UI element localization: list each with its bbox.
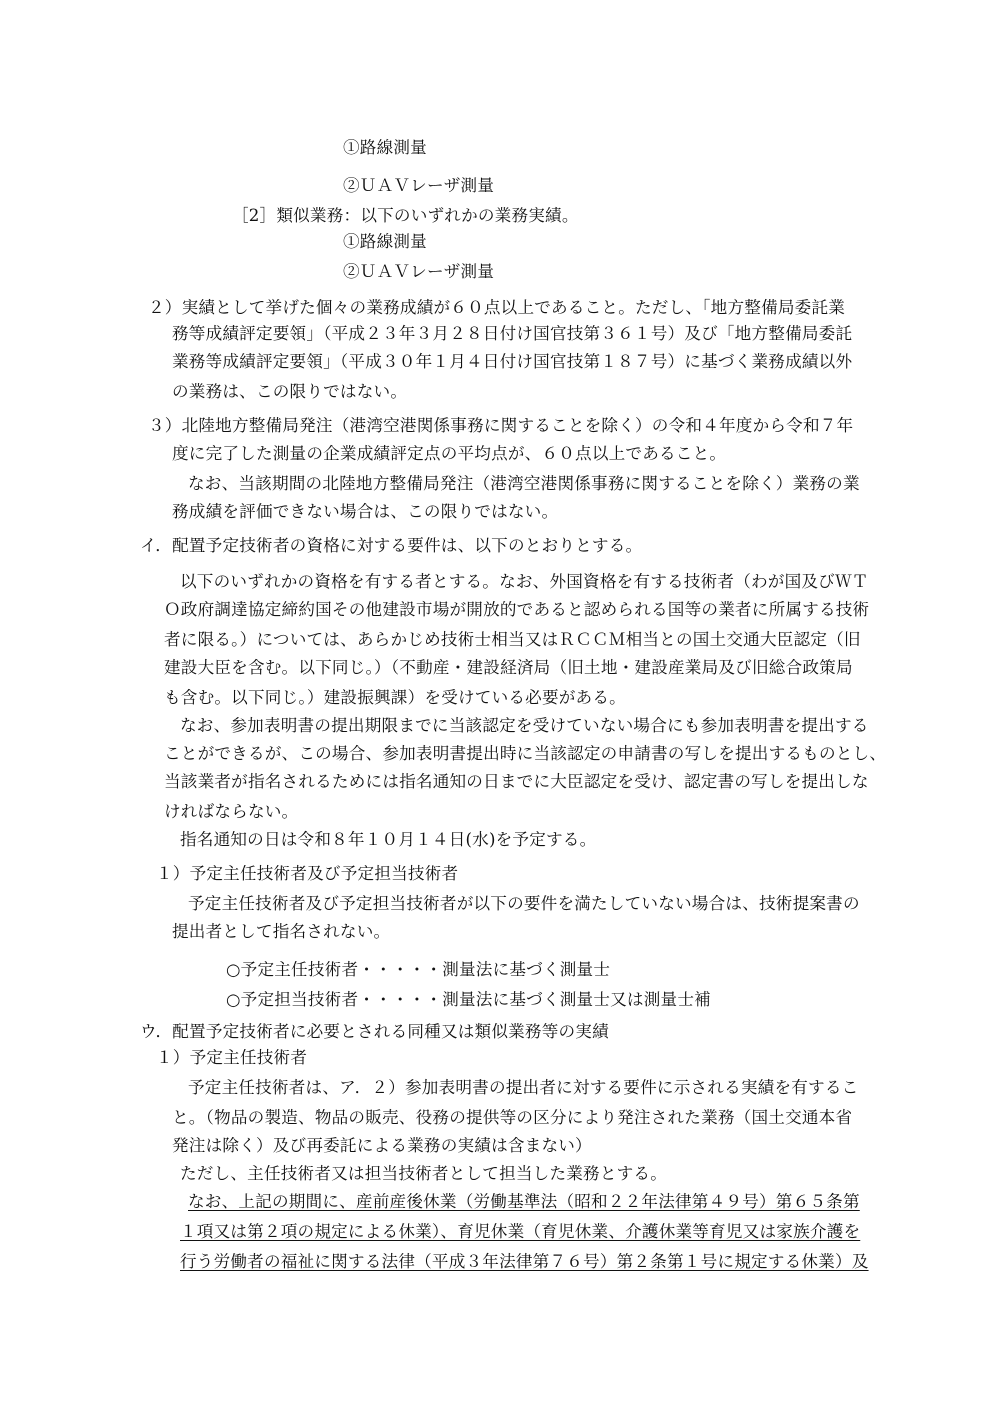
- paragraph-line: 建設大臣を含む。以下同じ。）（不動産・建設経済局（旧土地・建設産業局及び旧総合政策局: [164, 658, 853, 677]
- paragraph-line: 指名通知の日は令和８年１０月１４日(水)を予定する。: [180, 830, 597, 849]
- paragraph-line: 予定主任技術者及び予定担当技術者が以下の要件を満たしていない場合は、技術提案書の: [188, 894, 860, 913]
- paragraph-line: 当該業者が指名されるためには指名通知の日までに大臣認定を受け、認定書の写しを提出しな: [164, 772, 869, 791]
- paragraph-line: ２）実績として挙げた個々の業務成績が６０点以上であること。ただし、「地方整備局委託業: [148, 298, 846, 317]
- sub-item-uav-laser-survey-2: ②ＵＡＶレーザ測量: [343, 262, 495, 281]
- paragraph-line: 以下のいずれかの資格を有する者とする。なお、外国資格を有する技術者（わが国及びＷＴ: [180, 572, 869, 591]
- paragraph-line: 者に限る。）については、あらかじめ技術士相当又はＲＣＣＭ相当との国土交通大臣認定（旧: [164, 630, 861, 649]
- requirement-item: ○予定担当技術者・・・・・測量法に基づく測量士又は測量士補: [226, 990, 711, 1009]
- paragraph-line: ことができるが、この場合、参加表明書提出時に当該認定の申請書の写しを提出するものとし、: [164, 744, 887, 763]
- paragraph-line: なお、当該期間の北陸地方整備局発注（港湾空港関係事務に関することを除く）業務の業: [188, 474, 860, 493]
- sub-item-route-survey-2: ①路線測量: [343, 232, 427, 251]
- similar-work-heading: ［2］類似業務：以下のいずれかの業務実績。: [232, 206, 579, 225]
- paragraph-line: 予定主任技術者は、ア．２）参加表明書の提出者に対する要件に示される実績を有するこ: [188, 1078, 859, 1097]
- underlined-paragraph-line: なお、上記の期間に、産前産後休業（労働基準法（昭和２２年法律第４９号）第６５条第: [188, 1192, 860, 1211]
- requirement-item: ○予定主任技術者・・・・・測量法に基づく測量士: [226, 960, 611, 979]
- paragraph-line: なお、参加表明書の提出期限までに当該認定を受けていない場合にも参加表明書を提出する: [180, 716, 869, 735]
- paragraph-line: ただし、主任技術者又は担当技術者として担当した業務とする。: [180, 1164, 668, 1183]
- paragraph-line: 務等成績評定要領」（平成２３年３月２８日付け国官技第３６１号）及び「地方整備局委託: [172, 324, 853, 343]
- paragraph-line: 務成績を評価できない場合は、この限りではない。: [172, 502, 559, 521]
- paragraph-line: ３）北陸地方整備局発注（港湾空港関係事務に関することを除く）の令和４年度から令和７年: [148, 416, 854, 435]
- paragraph-line: ければならない。: [164, 802, 299, 821]
- paragraph-line: Ｏ政府調達協定締約国その他建設市場が開放的であると認められる国等の業者に所属する技術: [164, 600, 870, 619]
- subsection-heading-1: １）予定主任技術者及び予定担当技術者: [156, 864, 459, 883]
- underlined-paragraph-line: 行う労働者の福祉に関する法律（平成３年法律第７６号）第２条第１号に規定する休業）及: [180, 1252, 869, 1271]
- sub-item-route-survey: ①路線測量: [343, 138, 427, 157]
- paragraph-line: 業務等成績評定要領」（平成３０年１月４日付け国官技第１８７号）に基づく業務成績以外: [172, 352, 853, 371]
- paragraph-line: 度に完了した測量の企業成績評定点の平均点が、６０点以上であること。: [172, 444, 727, 463]
- underlined-paragraph-line: １項又は第２項の規定による休業）、育児休業（育児休業、介護休業等育児又は家族介護を: [180, 1222, 861, 1241]
- sub-item-uav-laser-survey: ②ＵＡＶレーザ測量: [343, 176, 495, 195]
- paragraph-line: も含む。以下同じ。）建設振興課）を受けている必要がある。: [164, 688, 626, 707]
- paragraph-line: 発注は除く）及び再委託による業務の実績は含まない）: [172, 1136, 592, 1155]
- section-heading-i: イ．配置予定技術者の資格に対する要件は、以下のとおりとする。: [140, 536, 643, 555]
- paragraph-line: の業務は、この限りではない。: [172, 382, 408, 401]
- paragraph-line: と。（物品の製造、物品の販売、役務の提供等の区分により発注された業務（国土交通本省: [172, 1108, 853, 1127]
- subsection-heading-1b: １）予定主任技術者: [156, 1048, 308, 1067]
- paragraph-line: 提出者として指名されない。: [172, 922, 391, 941]
- section-heading-u: ウ．配置予定技術者に必要とされる同種又は類似業務等の実績: [140, 1022, 609, 1041]
